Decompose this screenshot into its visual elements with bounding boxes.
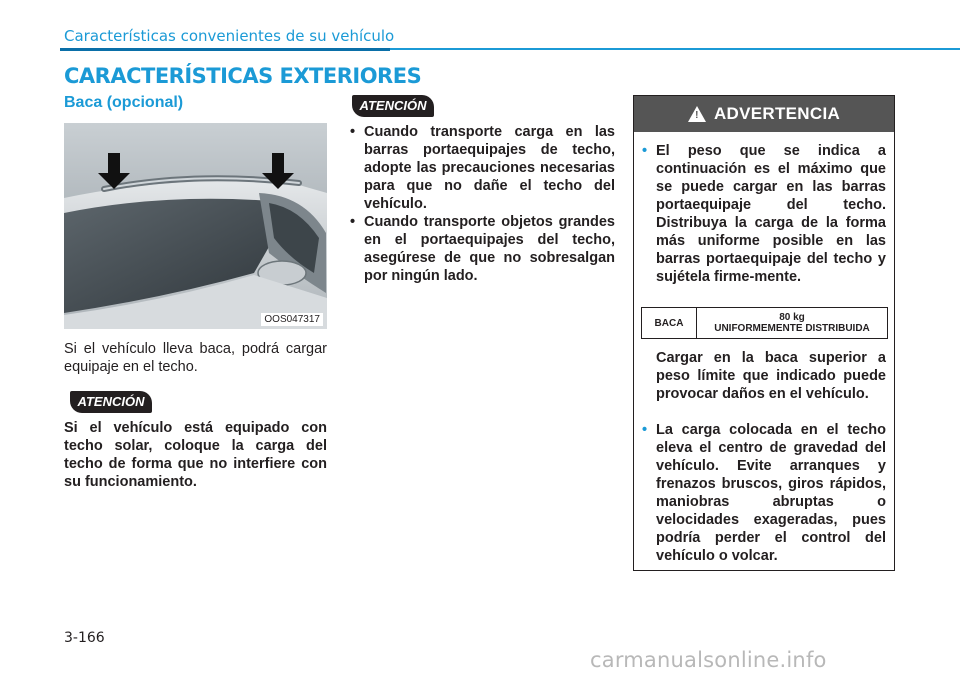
watermark: carmanualsonline.info — [590, 648, 827, 672]
warning-header — [634, 96, 894, 132]
warning-list — [642, 142, 886, 286]
intro-paragraph: Si el vehículo lleva baca, podrá cargar equipaje en el techo. — [64, 341, 327, 375]
list-item: • El peso que se indica a continuación es el máximo que se puede cargar en las barras portaequipaje del techo. Distribuya la carga de la forma más uniforme posible en las barras portaequipaje del techo y sujétela firme-mente. — [642, 142, 886, 286]
list-item: • Cuando transporte carga en las barras portaequipajes de techo, adopte las precauciones necesarias para que no dañe el techo del vehículo. — [350, 123, 615, 213]
section-title: CARACTERÍSTICAS EXTERIORES — [64, 64, 422, 88]
list-item: • Cuando transporte objetos grandes en el portaequipajes del techo, asegúrese de que no sobresalgan por ningún lado. — [350, 213, 615, 285]
warning-paragraph: Cargar en la baca superior a peso límite que indicado puede provocar daños en el vehículo. — [656, 350, 886, 402]
header-rule-accent — [60, 48, 390, 51]
page-number: 3-166 — [64, 630, 105, 646]
running-header: Características convenientes de su vehículo — [64, 27, 395, 45]
roof-rack-photo — [64, 123, 327, 329]
capacity-table — [641, 307, 888, 339]
list-item: • La carga colocada en el techo eleva el centro de gravedad del vehículo. Evite arranques y frenazos bruscos, giros rápidos, maniobras abruptas o velocidades exageradas, pues podría perder el control del vehículo o volcar. — [642, 421, 886, 565]
attention-badge: ATENCIÓN — [352, 95, 434, 117]
warning-box — [633, 95, 895, 571]
subsection-title: Baca (opcional) — [64, 94, 184, 111]
figure-code: OOS047317 — [261, 313, 323, 326]
capacity-weight: 80 kg — [779, 312, 805, 323]
capacity-label: BACA — [642, 308, 697, 339]
warning-triangle-icon: ! — [688, 106, 706, 122]
warning-list — [642, 421, 886, 565]
attention-list — [350, 123, 615, 285]
capacity-value — [697, 308, 888, 339]
warning-title: ADVERTENCIA — [713, 104, 841, 123]
attention-sunroof-text: Si el vehículo está equipado con techo solar, coloque la carga del techo de forma que no interfiere con su funcionamiento. — [64, 420, 327, 490]
attention-badge: ATENCIÓN — [70, 391, 152, 413]
capacity-distribution: UNIFORMEMENTE DISTRIBUIDA — [714, 323, 870, 334]
car-roof-illustration — [64, 123, 327, 329]
